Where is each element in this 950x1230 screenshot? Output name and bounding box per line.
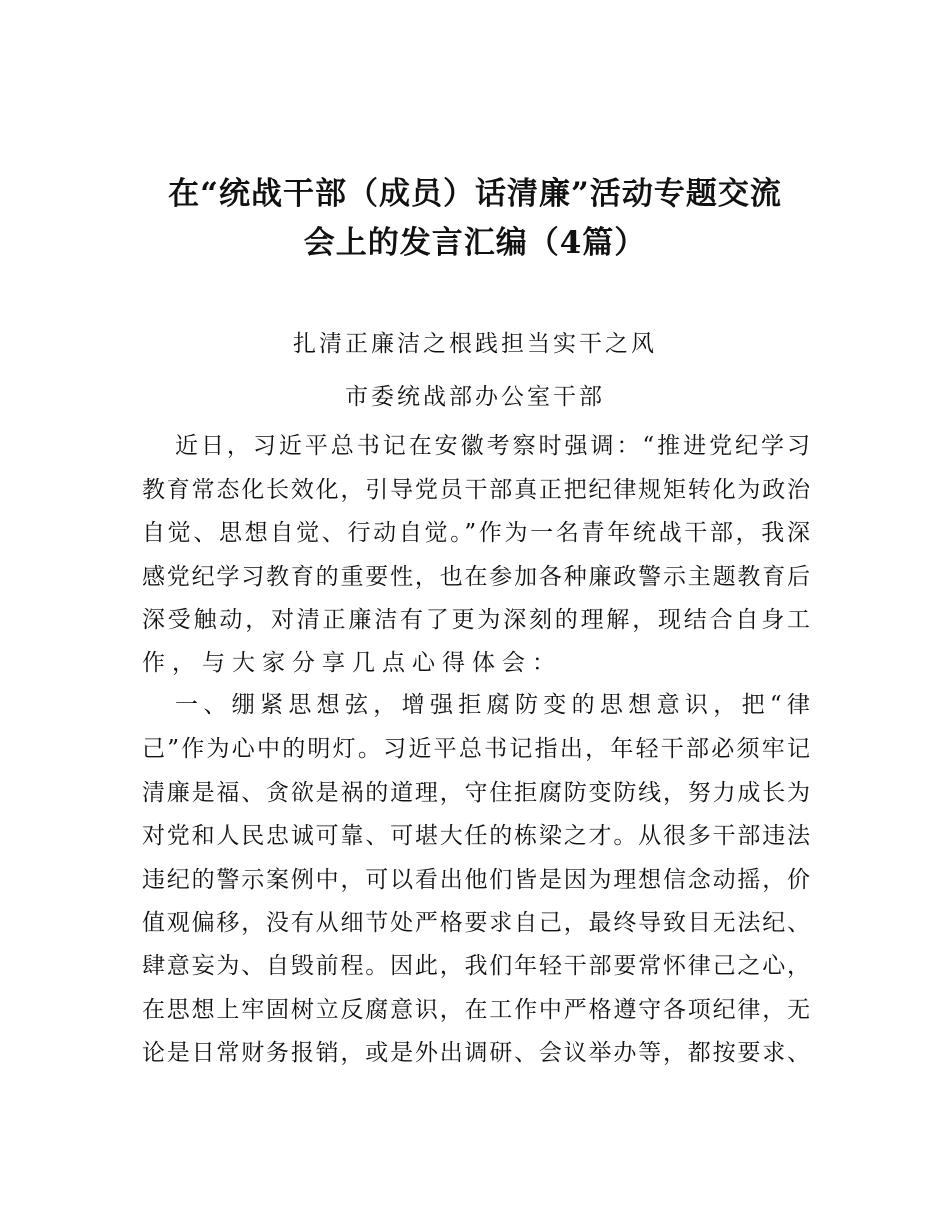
paragraph-line: 自觉、思想自觉、行动自觉。”作为一名青年统战干部，我深 (142, 520, 810, 546)
paragraph-line: 清廉是福、贪欲是祸的道理，守住拒腐防变防线，努力成长为 (142, 780, 810, 806)
speech-subtitle: 扎清正廉洁之根践担当实干之风 (293, 331, 657, 357)
paragraph-line: 论是日常财务报销，或是外出调研、会议举办等，都按要求、 (142, 1040, 810, 1066)
speech-author: 市委统战部办公室干部 (345, 384, 605, 410)
paragraph-line: 作，与大家分享几点心得体会： (142, 650, 562, 676)
paragraph-line: 肆意妄为、自毁前程。因此，我们年轻干部要常怀律己之心， (142, 953, 810, 979)
paragraph-line: 己”作为心中的明灯。习近平总书记指出，年轻干部必须牢记 (142, 736, 810, 762)
document-title-line-2: 会上的发言汇编（4篇） (303, 225, 647, 261)
paragraph-line: 值观偏移，没有从细节处严格要求自己，最终导致目无法纪、 (142, 910, 810, 936)
document-title-line-1: 在“统战干部（成员）话清廉”活动专题交流 (168, 176, 782, 212)
paragraph-line: 在思想上牢固树立反腐意识，在工作中严格遵守各项纪律，无 (142, 997, 810, 1023)
paragraph-line: 教育常态化长效化，引导党员干部真正把纪律规矩转化为政治 (142, 477, 810, 503)
paragraph-line: 一、绷紧思想弦，增强拒腐防变的思想意识，把“律 (175, 692, 810, 718)
paragraph-line: 感党纪学习教育的重要性，也在参加各种廉政警示主题教育后 (142, 564, 810, 590)
paragraph-line: 对党和人民忠诚可靠、可堪大任的栋梁之才。从很多干部违法 (142, 823, 810, 849)
paragraph-line: 深受触动，对清正廉洁有了更为深刻的理解，现结合自身工 (142, 607, 810, 633)
paragraph-line: 近日，习近平总书记在安徽考察时强调：“推进党纪学习 (175, 433, 810, 459)
paragraph-line: 违纪的警示案例中，可以看出他们皆是因为理想信念动摇，价 (142, 867, 810, 893)
